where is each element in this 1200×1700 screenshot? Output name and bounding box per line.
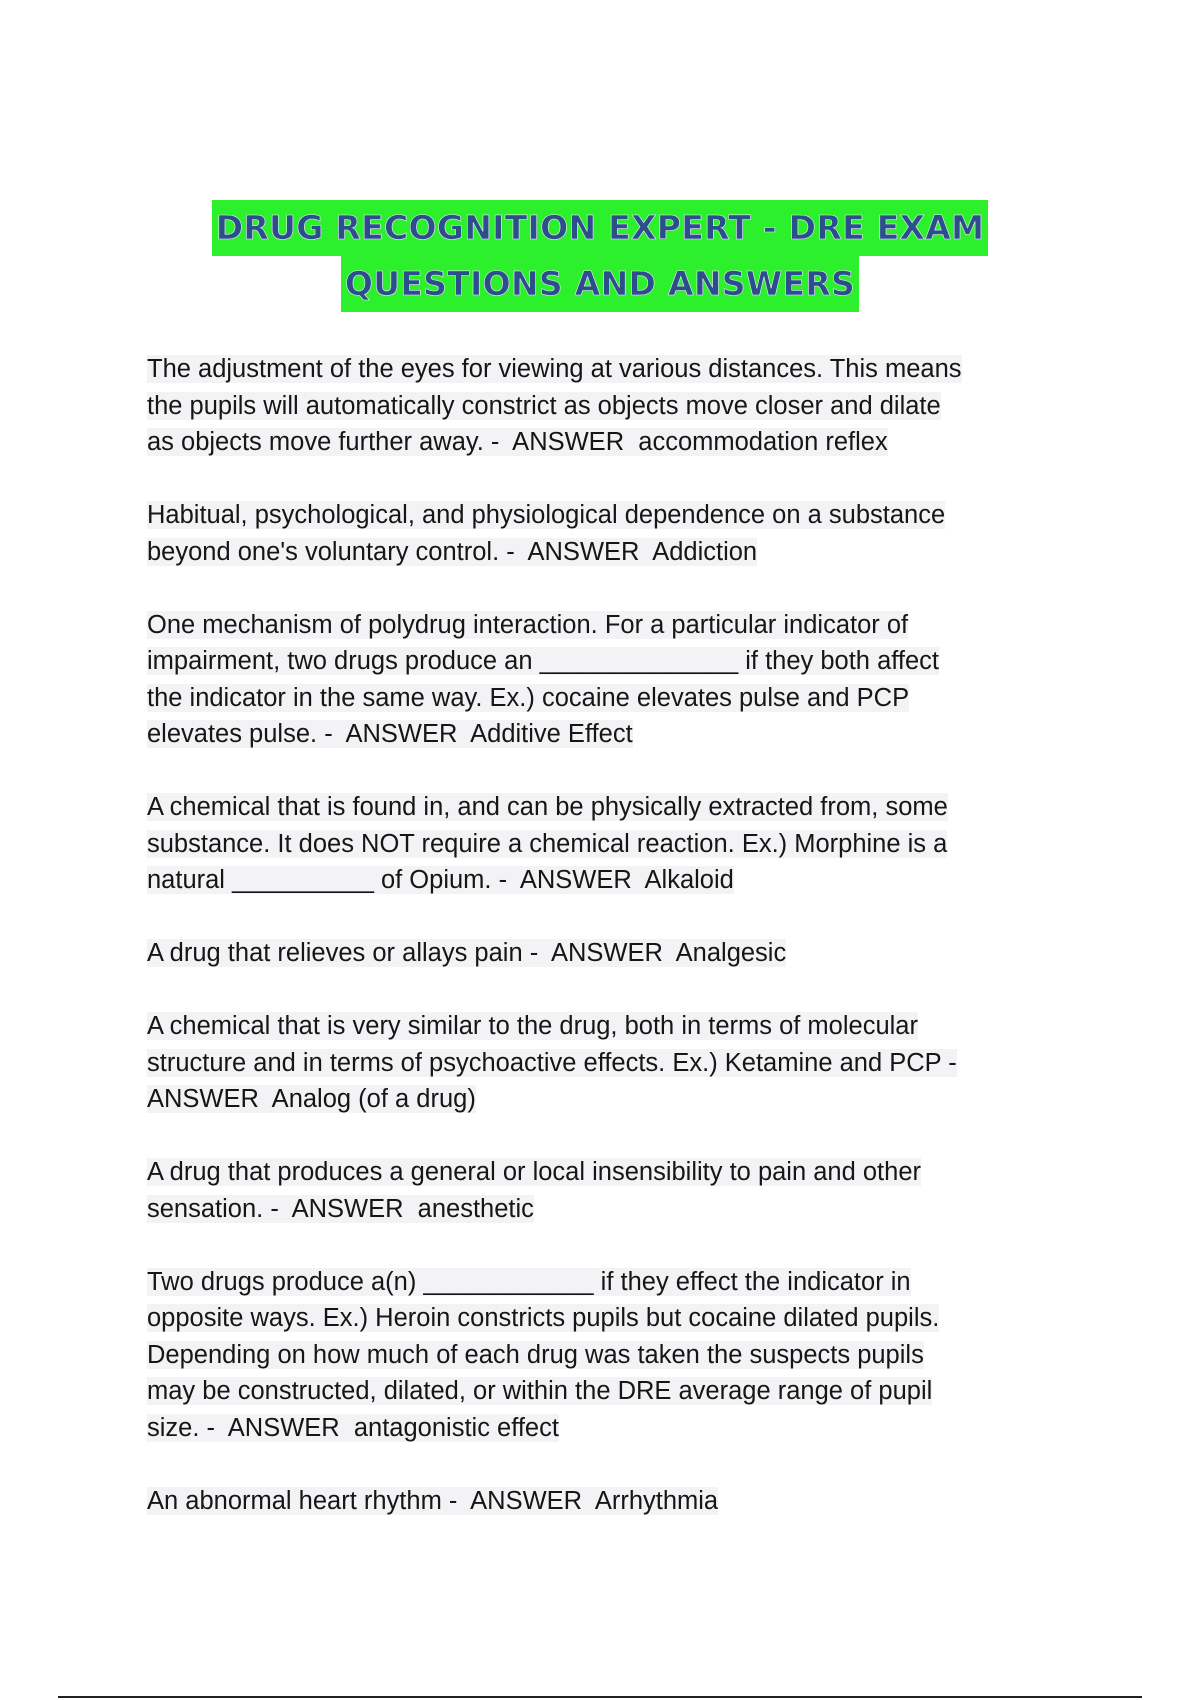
- entry-line: Habitual, psychological, and physiological dependence on a substance: [147, 501, 946, 529]
- qa-entry: [147, 351, 1067, 461]
- qa-entry: [147, 1008, 1067, 1118]
- entry-line: beyond one's voluntary control. - ANSWER Addiction: [147, 537, 758, 566]
- qa-entry: [147, 497, 1067, 570]
- entry-line: opposite ways. Ex.) Heroin constricts pupils but cocaine dilated pupils.: [147, 1304, 940, 1332]
- entry-line: impairment, two drugs produce an ______________ if they both affect: [147, 647, 939, 675]
- entry-line: One mechanism of polydrug interaction. For a particular indicator of: [147, 610, 909, 639]
- qa-entry: [147, 935, 1067, 972]
- entry-line: ANSWER Analog (of a drug): [147, 1085, 476, 1113]
- entry-line: A chemical that is found in, and can be physically extracted from, some: [147, 793, 948, 821]
- entry-line: An abnormal heart rhythm - ANSWER Arrhythmia: [147, 1486, 719, 1515]
- title-line-1: DRUG RECOGNITION EXPERT - DRE EXAM: [212, 200, 989, 256]
- entry-line: Two drugs produce a(n) ____________ if they effect the indicator in: [147, 1267, 911, 1296]
- entry-line: elevates pulse. - ANSWER Additive Effect: [147, 720, 633, 748]
- entry-line: structure and in terms of psychoactive effects. Ex.) Ketamine and PCP -: [147, 1048, 957, 1077]
- entry-line: A chemical that is very similar to the drug, both in terms of molecular: [147, 1012, 918, 1040]
- entry-line: the pupils will automatically constrict as objects move closer and dilate: [147, 391, 941, 420]
- qa-entry: [147, 1264, 1067, 1447]
- entry-line: A drug that produces a general or local insensibility to pain and other: [147, 1158, 921, 1186]
- entry-line: sensation. - ANSWER anesthetic: [147, 1194, 534, 1223]
- entry-line: A drug that relieves or allays pain - ANSWER Analgesic: [147, 939, 787, 967]
- qa-entry: [147, 789, 1067, 899]
- entry-line: Depending on how much of each drug was taken the suspects pupils: [147, 1340, 924, 1369]
- entry-line: substance. It does NOT require a chemical reaction. Ex.) Morphine is a: [147, 829, 948, 858]
- entry-line: size. - ANSWER antagonistic effect: [147, 1413, 559, 1442]
- document-title: [0, 200, 1200, 312]
- title-line-2: QUESTIONS AND ANSWERS: [341, 256, 859, 312]
- qa-list: [147, 351, 1067, 1556]
- qa-entry: [147, 1483, 1067, 1520]
- entry-line: the indicator in the same way. Ex.) cocaine elevates pulse and PCP: [147, 683, 910, 712]
- qa-entry: [147, 607, 1067, 753]
- footer-divider: [58, 1696, 1142, 1698]
- entry-line: natural __________ of Opium. - ANSWER Alkaloid: [147, 866, 734, 894]
- qa-entry: [147, 1154, 1067, 1227]
- entry-line: as objects move further away. - ANSWER accommodation reflex: [147, 428, 888, 456]
- entry-line: may be constructed, dilated, or within the DRE average range of pupil: [147, 1377, 933, 1405]
- entry-line: The adjustment of the eyes for viewing at various distances. This means: [147, 355, 962, 383]
